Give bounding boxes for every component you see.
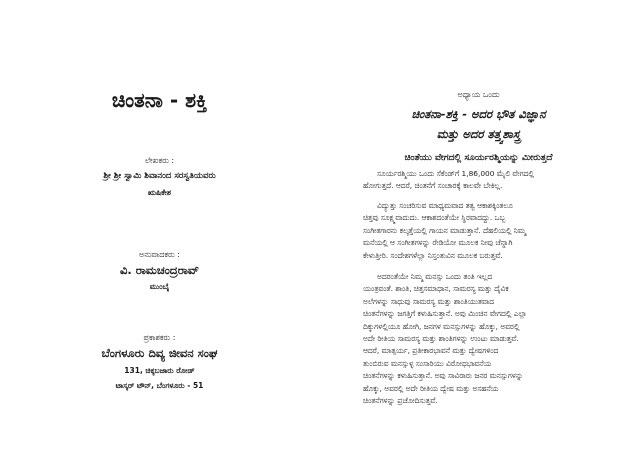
author-place: ಋಷಿಕೇಶ <box>147 188 172 197</box>
paragraph-line: ವಿದ್ಯುತ್ತು ಸಂಚರಿಸುವ ಮಾಧ್ಯಮವಾದ ತತ್ವ ಆಕಾಶಕ್ಕಿಂತಲೂ <box>377 201 513 210</box>
paragraph-line: ಅದರಂತೆಯೇ ನಿಮ್ಮ ಮನಸ್ಸು ಒಂದು ತಂತಿ ಇಲ್ಲದ <box>377 272 493 281</box>
paragraph-line: ಅದೇ ರೀತಿಯ ಸಾಮರಸ್ಯ ಮತ್ತು ಶಾಂತಿಗಳನ್ನು ಉಂಟು ಮಾಡುತ್ತವೆ. <box>363 334 519 344</box>
author-name: ಶ್ರೀ ಶ್ರೀ ಸ್ವಾಮಿ ಶಿವಾನಂದ ಸರಸ್ವತಿಯವರು <box>103 171 216 181</box>
publisher-address-line1: 131, ಚಿಕ್ಕಬಜಾರು ರೋಡ್ <box>124 366 195 375</box>
paragraph-line: ತುಂಬಿರುವ ಮನಸ್ಸುಳ್ಳ ಸಂಸಾರಿಯು ವಿರೋಧಭಾವನೆಯ <box>363 358 492 368</box>
paragraph-line: ಚಿತ್ತವು ಸೂಕ್ಷ್ಮವಾದುದು. ಆಕಾಶದಂತೆಯೇ ಸ್ಥಿರವಾದದ್ದು. ಒಬ್ಬ <box>363 213 506 223</box>
chapter-title-line2: ಮತ್ತು ಅದರ ತತ್ತ್ವಶಾಸ್ತ್ರ <box>436 127 521 141</box>
paragraph-line: ಸೂರ್ಯರಶ್ಮಿಯು ಒಂದು ಸೆಕೆಂಡ್‌ಗೆ 1,86,000 ಮೈಲಿ ವೇಗದಲ್ಲಿ <box>377 169 534 178</box>
publisher-address-line2: ಟಾಸ್ಕರ್ ಟೌನ್, ಬೆಂಗಳೂರು - 51 <box>115 381 204 390</box>
paragraph-line: ಮನೆಯಲ್ಲಿ ಆ ಸಂಗೀತಗಳನ್ನು ರೇಡಿಯೋ ಮೂಲಕ ನೀವು ಚೆನ್ನಾಗಿ <box>363 238 513 248</box>
section-heading: ಚಿಂತೆಯು ವೇಗದಲ್ಲಿ ಸೂರ್ಯರಶ್ಮಿಯನ್ನು ಮೀರುತ್ತದೆ <box>404 153 553 163</box>
paragraph-line: ಸಂಗೀತಗಾರನು ಕಲ್ಕತ್ತೆಯಲ್ಲಿ ಗಾಯನ ಮಾಡುತ್ತಾನೆ. ದೆಹಲಿಯಲ್ಲಿ ನಿಮ್ಮ <box>363 225 526 235</box>
publisher-name: ಬೆಂಗಳೂರು ದಿವ್ಯ ಜೀವನ ಸಂಘ <box>101 346 218 360</box>
paragraph-line: ಚಿಂತನೆಗಳನ್ನು ಕಳುಹಿಸುತ್ತಾನೆ. ಅವು ಸಾವಿರಾರು ಜನರ ಮನಸ್ಸುಗಳನ್ನು <box>363 371 524 381</box>
author-label: ಲೇಖಕರು : <box>144 156 175 165</box>
paragraph-line: ಯಂತ್ರವಂತೆ. ಶಾಂತಿ, ಚಿತ್ತಸಮಾಧಾನ, ಸಾಮರಸ್ಯ ಮತ್ತು ದೈವಿಕ <box>363 284 509 294</box>
paragraph-line: ಚಿಂತನೆಗಳನ್ನು ಜಗತ್ತಿಗೆ ಕಳುಹಿಸುತ್ತಾನೆ. ಅವು ಮಿಂಚಿನ ವೇಗದಲ್ಲಿ ಎಲ್ಲಾ <box>363 309 527 319</box>
paragraph-2 <box>363 200 595 262</box>
paragraph-line: ಹೋಗುತ್ತದೆ. ಆದರೆ, ಚಿಂತನೆಗೆ ಸಂಚಾರಕ್ಕೆ ಕಾಲವೇ ಬೇಕಿಲ್ಲ. <box>363 181 503 191</box>
chapter-title-line1: ಚಿಂತನಾ-ಶಕ್ತಿ - ಅದರ ಭೌತ ವಿಜ್ಞಾನ <box>411 107 546 121</box>
book-title: ಚಿಂತನಾ - ಶಕ್ತಿ <box>111 88 208 112</box>
paragraph-line: ಆದರೆ, ಮಾತ್ಸರ್ಯ, ಪ್ರತೀಕಾರಭಾವನೆ ಮತ್ತು ದ್ವೇಷಗಳಿಂದ <box>363 346 499 356</box>
translator-label: ಅನುವಾದಕರು : <box>138 250 180 259</box>
right-page <box>319 0 638 452</box>
paragraph-line: ದಿಕ್ಕುಗಳಲ್ಲಿಯೂ ಹೋಗಿ, ಜನಗಳ ಮನಸ್ಸುಗಳನ್ನು ಹೊಕ್ಕು, ಅವರಲ್ಲಿ <box>363 321 520 331</box>
paragraph-line: ಚಿಂತನೆಗಳನ್ನು ಪ್ರಚೋದಿಸುತ್ತವೆ. <box>363 396 438 406</box>
paragraph-line: ಅಲೆಗಳನ್ನು ಸಾಧುವು ಸಾಮರಸ್ಯ ಮತ್ತು ಶಾಂತಿಯುತವಾದ <box>363 296 495 306</box>
chapter-number: ಅಧ್ಯಾಯ ಒಂದು <box>457 90 500 99</box>
paragraph-3 <box>363 271 595 407</box>
translator-place: ಮುಂಬೈ <box>149 282 170 291</box>
paragraph-1 <box>363 168 595 193</box>
paragraph-line: ಕೇಳುತ್ತೀರಿ. ಸಂದೇಶಗಳೆಲ್ಲಾ ನಿಸ್ತಂತುವಿನ ಮೂಲಕ ಬರುತ್ತವೆ. <box>363 250 503 260</box>
publisher-label: ಪ್ರಕಾಶಕರು : <box>143 333 176 342</box>
paragraph-line: ಹೊಕ್ಕು, ಅವರಲ್ಲಿ ಅದೇ ರೀತಿಯ ದ್ವೇಷ ಮತ್ತು ಅಸಹನೆಯ <box>363 383 499 393</box>
translator-name: ವಿ. ರಾಮಚಂದ್ರರಾವ್ <box>119 263 199 277</box>
